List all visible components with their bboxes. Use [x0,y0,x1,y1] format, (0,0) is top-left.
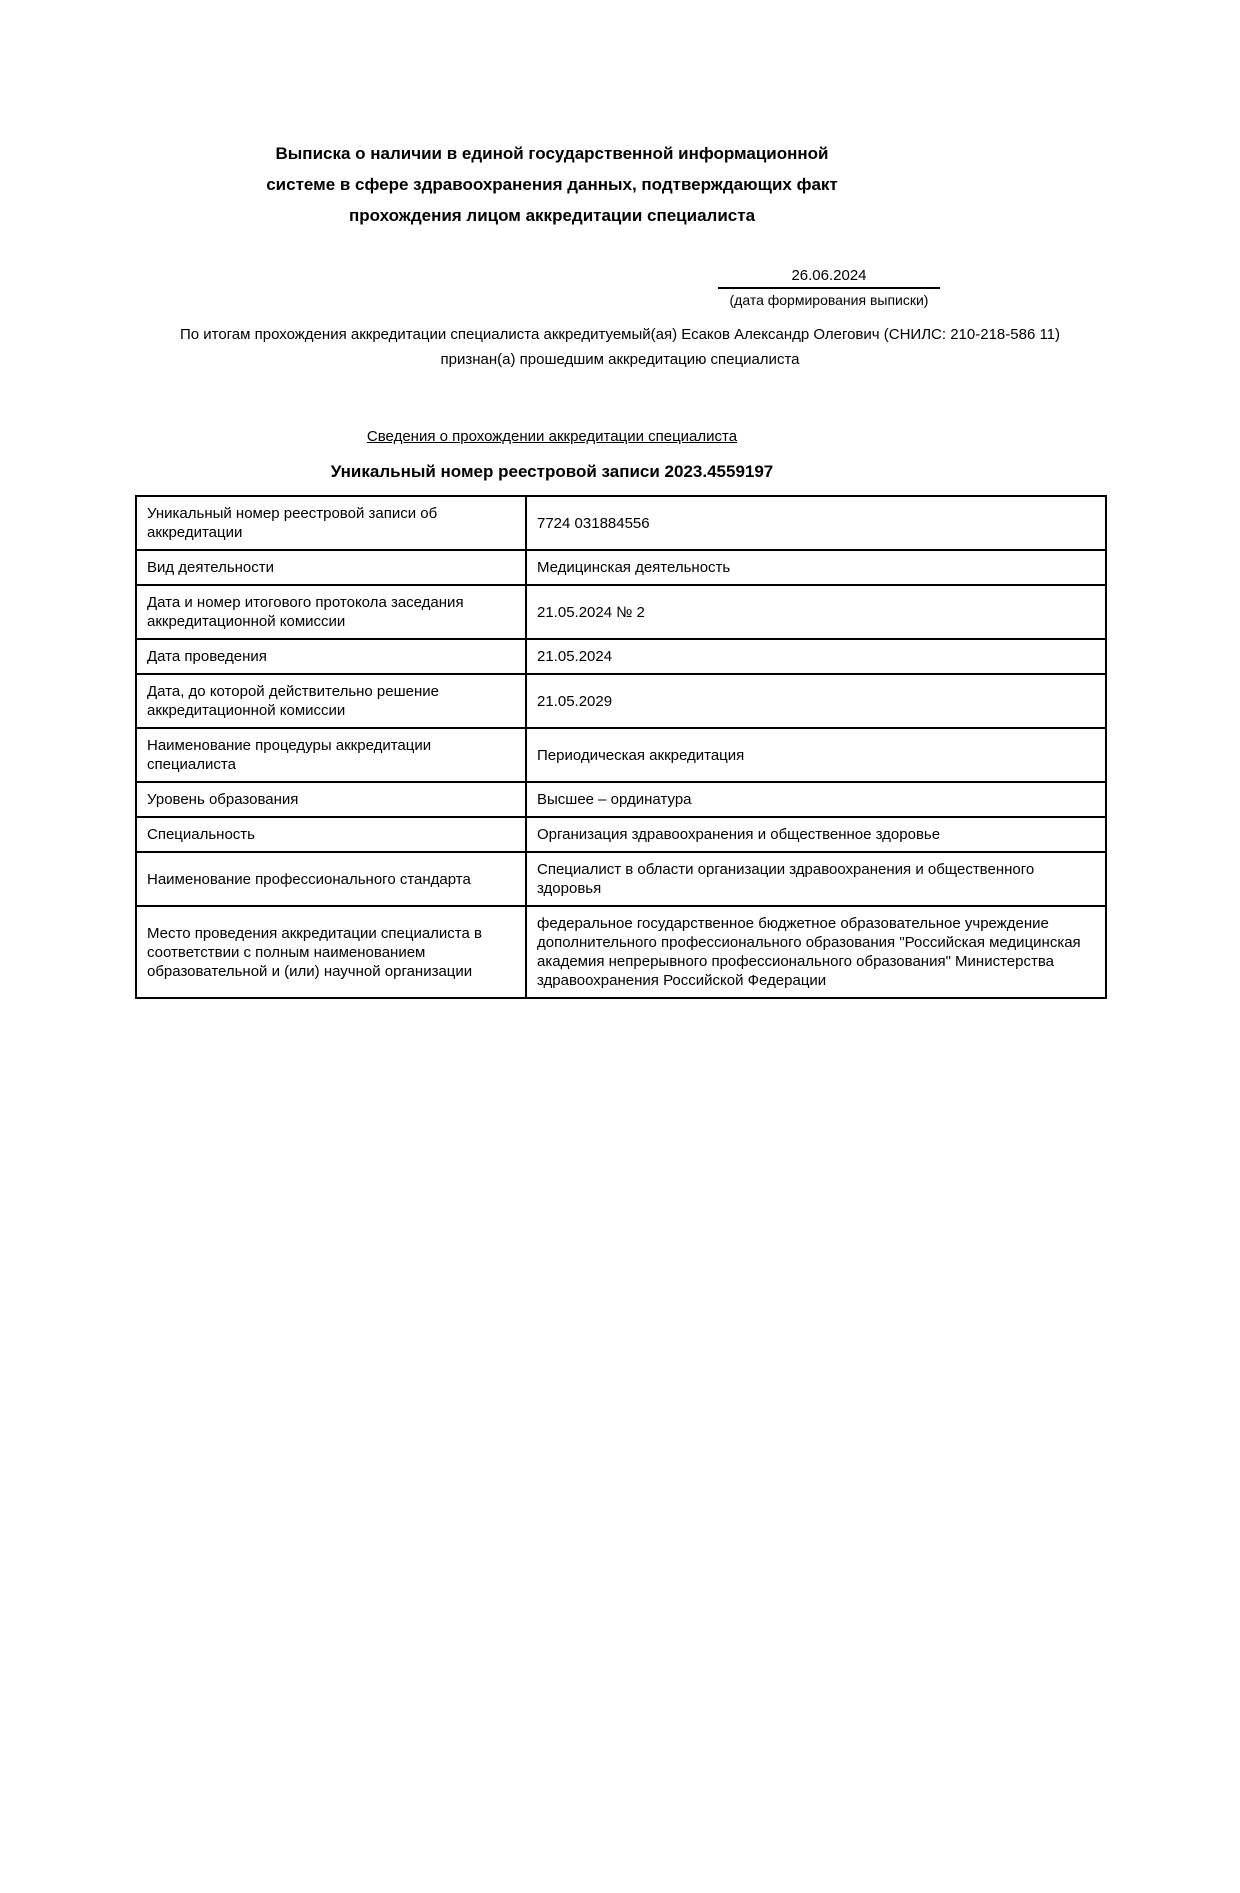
row-value: Специалист в области организации здравоохранения и общественного здоровья [526,852,1106,906]
document-title-line-2: системе в сфере здравоохранения данных, подтверждающих факт [266,175,838,194]
row-value: Высшее – ординатура [526,782,1106,817]
details-section-heading: Сведения о прохождении аккредитации специалиста [366,428,738,445]
row-value: 21.05.2024 [526,639,1106,674]
intro-line-1: По итогам прохождения аккредитации специалиста аккредитуемый(ая) Есаков Александр Олегович (СНИЛС: 210-218-586 11) [179,326,1061,343]
row-label: Уникальный номер реестровой записи об аккредитации [136,496,526,550]
row-value: 7724 031884556 [526,496,1106,550]
row-value: федеральное государственное бюджетное образовательное учреждение дополнительного профессионального образования "Российская медицинская академия непрерывного профессионального образования" Министерства здравоохранения Российской Федерации [526,906,1106,998]
row-label: Вид деятельности [136,550,526,585]
row-label: Дата и номер итогового протокола заседания аккредитационной комиссии [136,585,526,639]
row-label: Специальность [136,817,526,852]
table-row-procedure-name [136,728,1106,782]
row-value: Организация здравоохранения и общественное здоровье [526,817,1106,852]
table-row-education-level [136,782,1106,817]
row-label: Наименование процедуры аккредитации специалиста [136,728,526,782]
row-label: Дата проведения [136,639,526,674]
document-title-line-1: Выписка о наличии в единой государственной информационной [275,144,829,163]
table-row-valid-until [136,674,1106,728]
table-row-professional-standard [136,852,1106,906]
table-row-specialty [136,817,1106,852]
row-label: Дата, до которой действительно решение аккредитационной комиссии [136,674,526,728]
intro-line-2: признан(а) прошедшим аккредитацию специалиста [440,351,800,368]
extract-date-block [711,267,947,308]
document-title [0,138,1104,231]
row-label: Наименование профессионального стандарта [136,852,526,906]
table-row-protocol-date-number [136,585,1106,639]
accreditation-details-table [135,495,1107,999]
document-page [0,138,1240,999]
table-row-registry-number [136,496,1106,550]
table-row-activity-type [136,550,1106,585]
row-value: 21.05.2029 [526,674,1106,728]
intro-paragraph [0,322,1240,372]
table-row-accreditation-location [136,906,1106,998]
row-value: 21.05.2024 № 2 [526,585,1106,639]
table-row-date-held [136,639,1106,674]
document-title-line-3: прохождения лицом аккредитации специалиста [348,206,756,225]
row-value: Периодическая аккредитация [526,728,1106,782]
row-value: Медицинская деятельность [526,550,1106,585]
registry-number-heading: Уникальный номер реестровой записи 2023.4559197 [330,462,774,481]
extract-date-caption: (дата формирования выписки) [729,292,929,308]
row-label: Место проведения аккредитации специалиста в соответствии с полным наименованием образовательной и (или) научной организации [136,906,526,998]
extract-date: 26.06.2024 [718,267,940,289]
row-label: Уровень образования [136,782,526,817]
